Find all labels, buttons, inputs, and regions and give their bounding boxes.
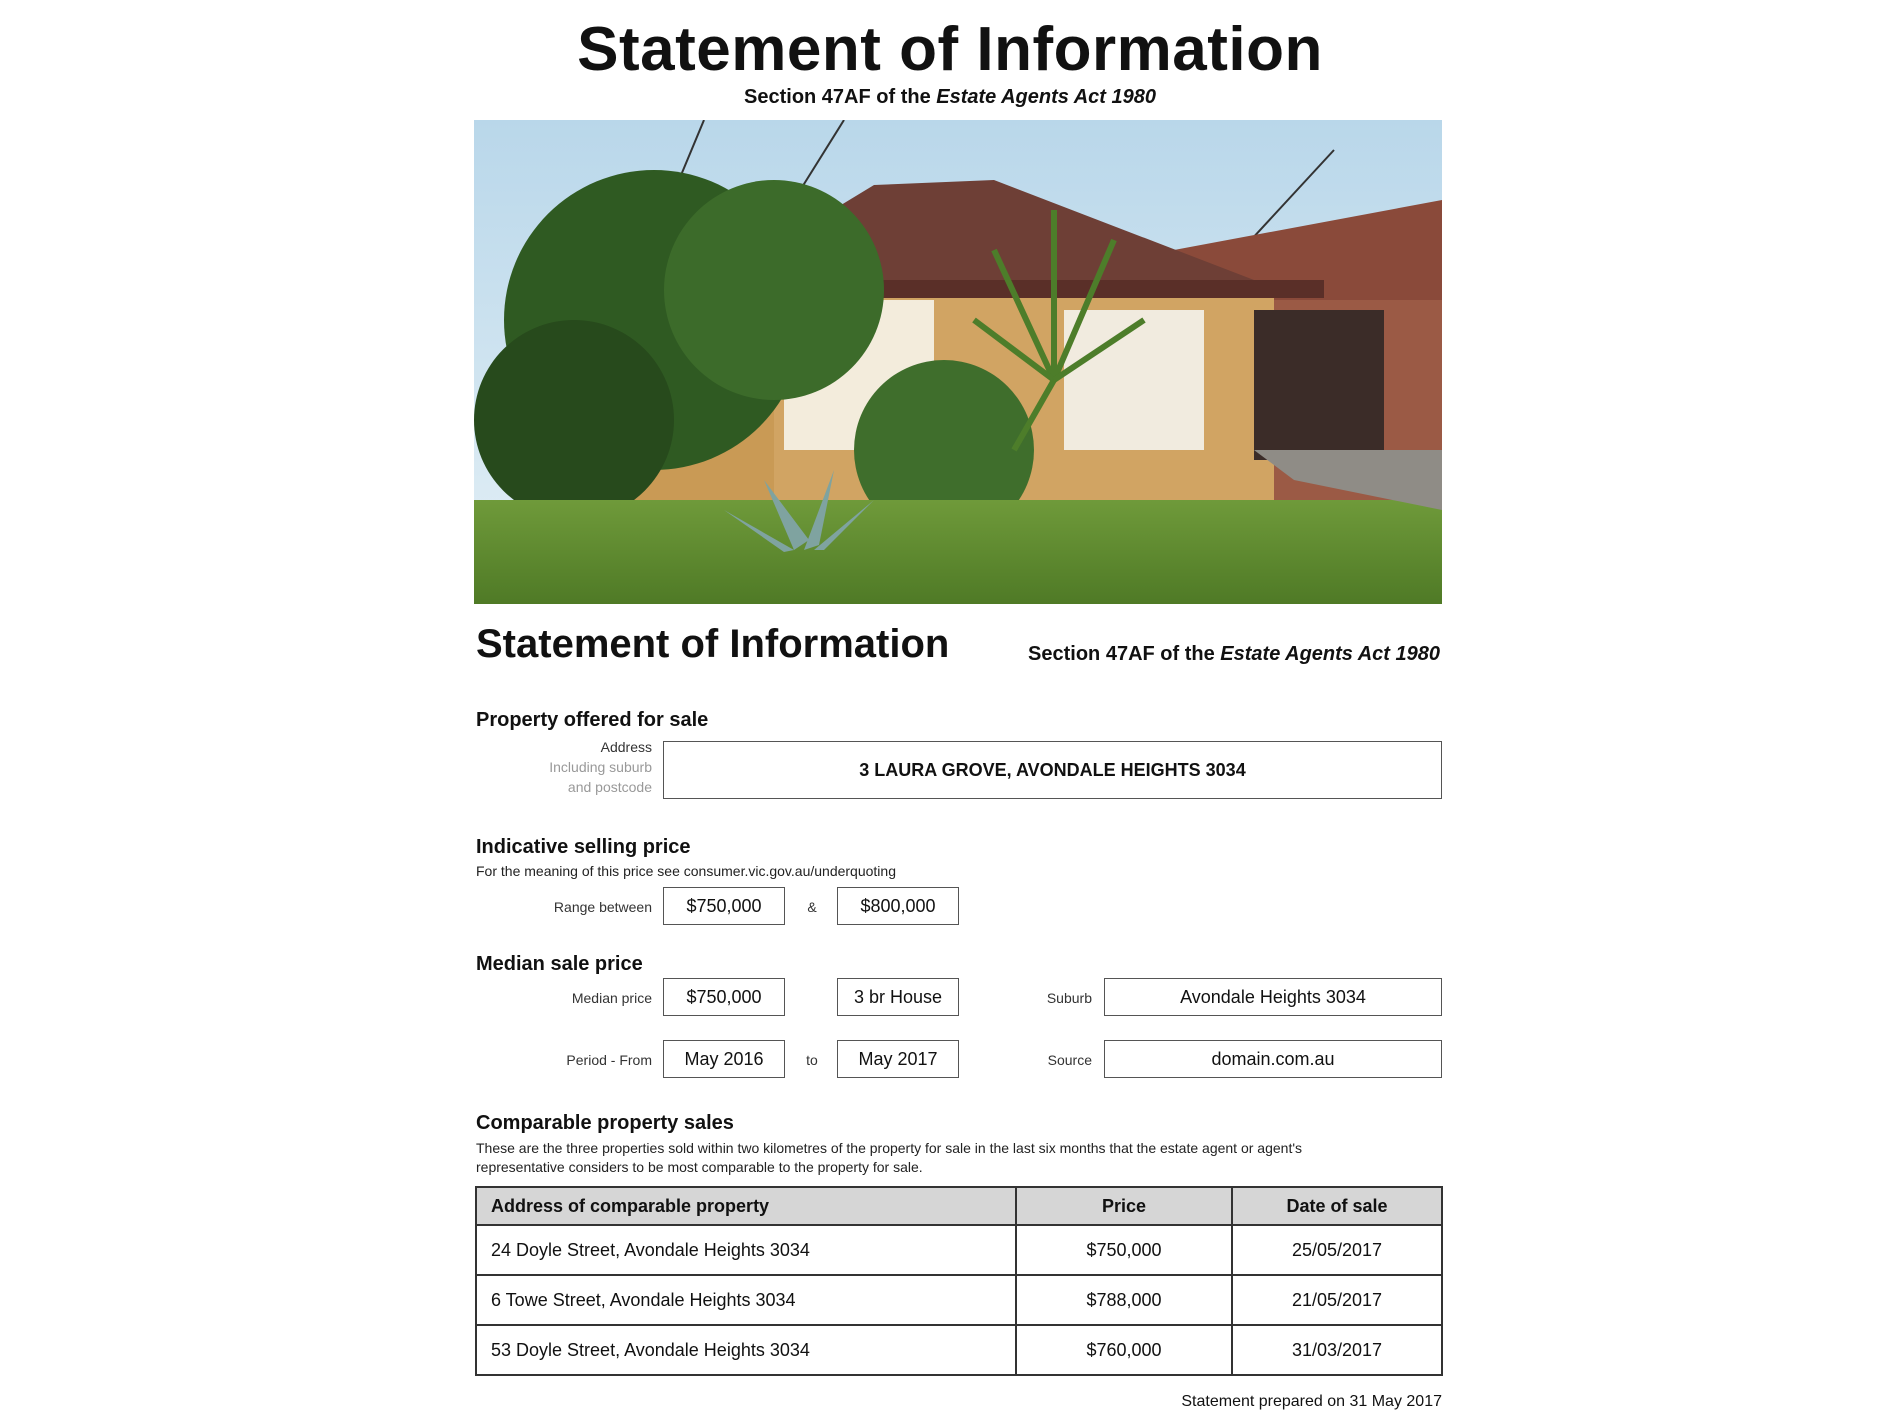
- indicative-note: For the meaning of this price see consumer.vic.gov.au/underquoting: [476, 863, 896, 879]
- period-from-field: May 2016: [663, 1040, 785, 1078]
- column-header-address: Address of comparable property: [476, 1187, 1016, 1225]
- table-row: [476, 1275, 1442, 1325]
- statement-prepared-date: Statement prepared on 31 May 2017: [1181, 1393, 1442, 1410]
- source-label: Source: [1047, 1052, 1092, 1068]
- table-row: [476, 1225, 1442, 1275]
- page-subtitle-prefix: Section 47AF of the: [744, 86, 937, 108]
- property-address-field: 3 LAURA GROVE, AVONDALE HEIGHTS 3034: [663, 741, 1442, 799]
- range-and: &: [807, 899, 817, 915]
- indicative-heading: Indicative selling price: [476, 836, 691, 858]
- price-range-low: $750,000: [663, 887, 785, 925]
- comparable-note-line2: representative considers to be most comparable to the property for sale.: [476, 1159, 923, 1175]
- range-label: Range between: [553, 899, 652, 915]
- property-photo: [474, 120, 1442, 604]
- address-label-line3: and postcode: [567, 779, 652, 795]
- period-label: Period - From: [566, 1052, 652, 1068]
- comparable-price: $750,000: [1016, 1225, 1232, 1275]
- comparable-price: $788,000: [1016, 1275, 1232, 1325]
- page-subtitle-act: Estate Agents Act 1980: [936, 86, 1156, 108]
- comparable-address: 53 Doyle Street, Avondale Heights 3034: [476, 1325, 1016, 1375]
- suburb-field: Avondale Heights 3034: [1104, 978, 1442, 1016]
- suburb-label: Suburb: [1046, 990, 1092, 1006]
- section-subtitle-act: Estate Agents Act 1980: [1220, 643, 1440, 665]
- comparable-note-line1: These are the three properties sold within two kilometres of the property for sale in the last six months that the estate agent or agent's: [476, 1140, 1302, 1156]
- section-subtitle-prefix: Section 47AF of the: [1028, 643, 1221, 665]
- page-subtitle: [0, 86, 1900, 109]
- median-label: Median price: [571, 990, 652, 1006]
- comparable-heading: Comparable property sales: [476, 1112, 734, 1134]
- comparable-price: $760,000: [1016, 1325, 1232, 1375]
- column-header-price: Price: [1016, 1187, 1232, 1225]
- price-range-high: $800,000: [837, 887, 959, 925]
- period-to-field: May 2017: [837, 1040, 959, 1078]
- address-label-line1: Address: [600, 739, 652, 755]
- comparable-address: 6 Towe Street, Avondale Heights 3034: [476, 1275, 1016, 1325]
- comparable-date: 25/05/2017: [1232, 1225, 1442, 1275]
- comparable-note: [476, 1140, 1444, 1175]
- table-row: [476, 1325, 1442, 1375]
- table-header-row: [476, 1187, 1442, 1225]
- section-title: Statement of Information: [476, 622, 950, 666]
- section-subtitle: [1028, 643, 1440, 666]
- comparable-sales-table: [475, 1186, 1443, 1376]
- address-label: [476, 739, 652, 795]
- median-price-field: $750,000: [663, 978, 785, 1016]
- column-header-date: Date of sale: [1232, 1187, 1442, 1225]
- comparable-date: 31/03/2017: [1232, 1325, 1442, 1375]
- comparable-address: 24 Doyle Street, Avondale Heights 3034: [476, 1225, 1016, 1275]
- period-to-label: to: [806, 1052, 818, 1068]
- median-heading: Median sale price: [476, 953, 643, 975]
- source-field: domain.com.au: [1104, 1040, 1442, 1078]
- comparable-date: 21/05/2017: [1232, 1275, 1442, 1325]
- page-title: Statement of Information: [577, 15, 1323, 84]
- property-type-field: 3 br House: [837, 978, 959, 1016]
- address-label-line2: Including suburb: [549, 759, 652, 775]
- property-heading: Property offered for sale: [476, 709, 709, 731]
